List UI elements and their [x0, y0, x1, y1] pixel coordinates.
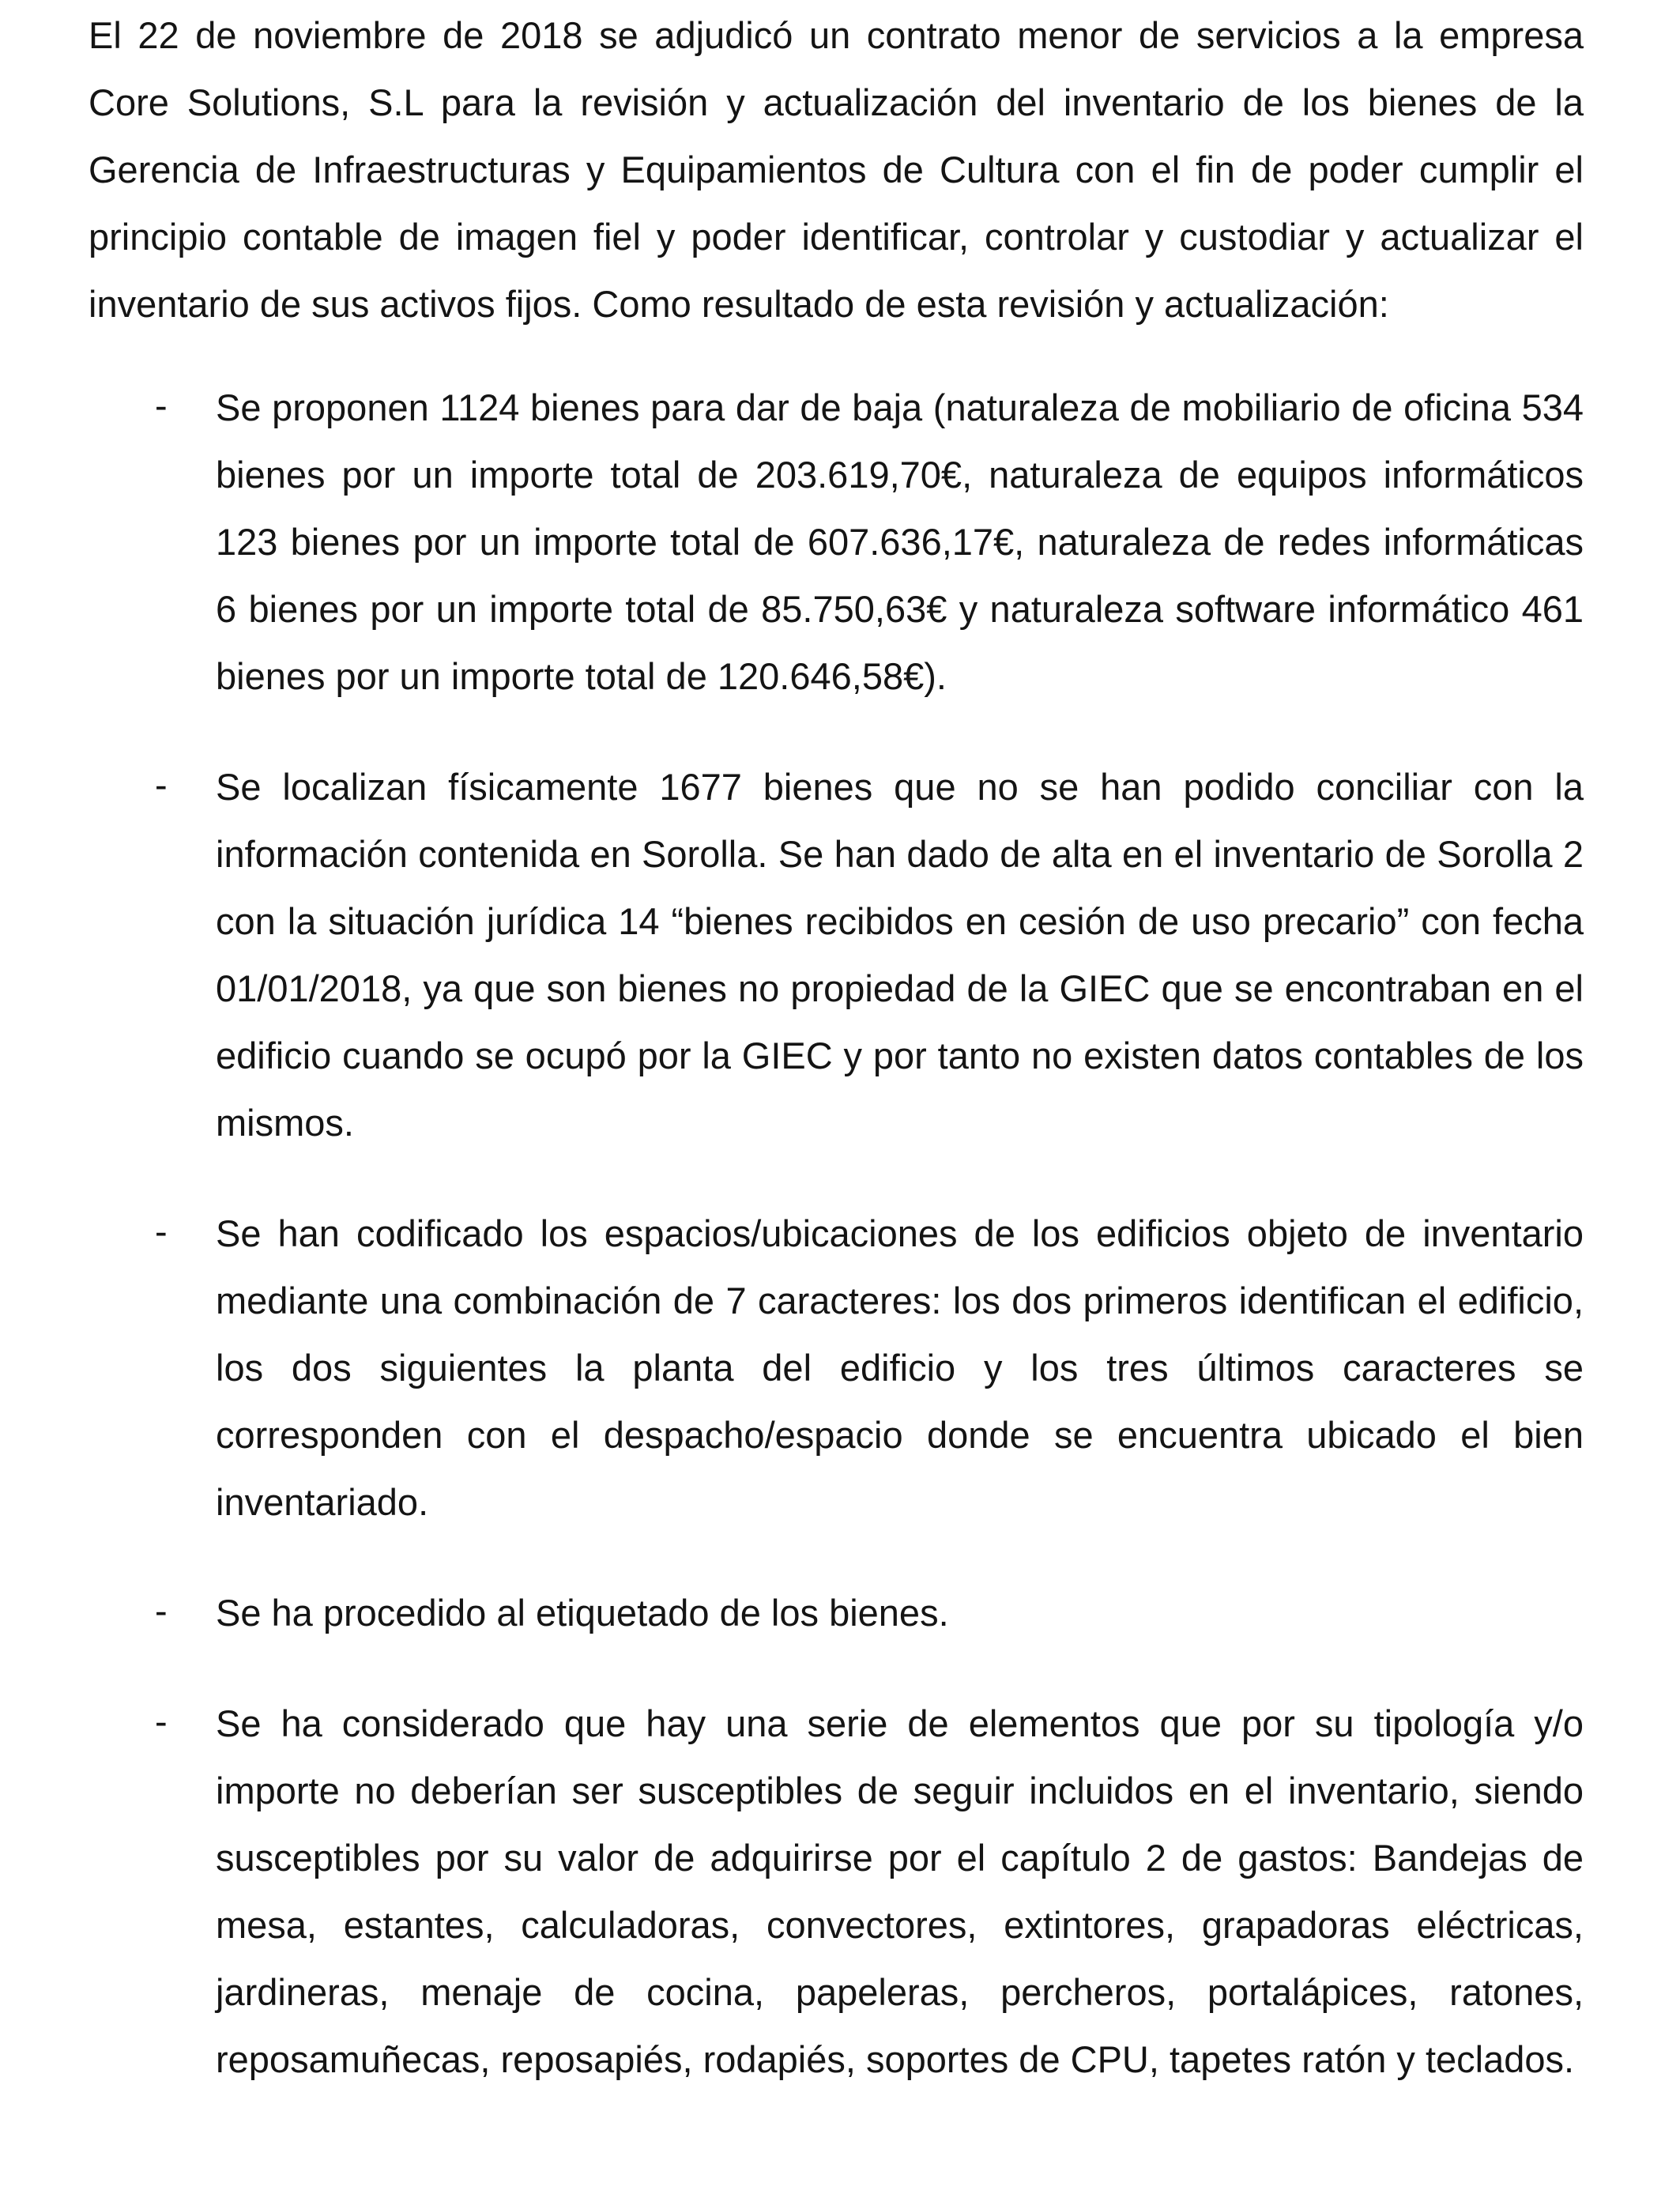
list-item	[89, 1690, 1584, 2093]
list-item-text: Se ha considerado que hay una serie de elementos que por su tipología y/o importe no deberían ser susceptibles de seguir incluidos en el inventario, siendo susceptibles por su valor de adquirirse por el capítulo 2 de gastos: Bandejas de mesa, estantes, calculadoras, convectores, extintores, grapadoras eléctricas, jardineras, menaje de cocina, papeleras, percheros, portalápices, ratones, reposamuñecas, reposapiés, rodapiés, soportes de CPU, tapetes ratón y teclados.	[216, 1702, 1584, 2080]
bullet-dash: -	[155, 1700, 168, 1742]
bullet-dash: -	[155, 1210, 168, 1252]
list-item-text: Se localizan físicamente 1677 bienes que no se han podido conciliar con la información contenida en Sorolla. Se han dado de alta en el inventario de Sorolla 2 con la situación jurídica 14 “bienes recibidos en cesión de uso precario” con fecha 01/01/2018, ya que son bienes no propiedad de la GIEC que se encontraban en el edificio cuando se ocupó por la GIEC y por tanto no existen datos contables de los mismos.	[216, 766, 1584, 1144]
bullet-dash: -	[155, 384, 168, 426]
bullet-dash: -	[155, 763, 168, 805]
list-item-text: Se ha procedido al etiquetado de los bienes.	[216, 1592, 949, 1634]
list-item	[89, 1200, 1584, 1536]
bullet-list	[89, 374, 1584, 2093]
list-item-text: Se han codificado los espacios/ubicaciones de los edificios objeto de inventario mediante una combinación de 7 caracteres: los dos primeros identifican el edificio, los dos siguientes la planta del edificio y los tres últimos caracteres se corresponden con el despacho/espacio donde se encuentra ubicado el bien inventariado.	[216, 1212, 1584, 1523]
document-page	[89, 0, 1584, 2136]
list-item	[89, 753, 1584, 1156]
list-item	[89, 1579, 1584, 1646]
intro-paragraph: El 22 de noviembre de 2018 se adjudicó un contrato menor de servicios a la empresa Core Solutions, S.L para la revisión y actualización del inventario de los bienes de la Gerencia de Infraestructuras y Equipamientos de Cultura con el fin de poder cumplir el principio contable de imagen fiel y poder identificar, controlar y custodiar y actualizar el inventario de sus activos fijos. Como resultado de esta revisión y actualización:	[89, 14, 1584, 325]
bullet-dash: -	[155, 1589, 168, 1631]
list-item-text: Se proponen 1124 bienes para dar de baja (naturaleza de mobiliario de oficina 534 bienes por un importe total de 203.619,70€, naturaleza de equipos informáticos 123 bienes por un importe total de 607.636,17€, naturaleza de redes informáticas 6 bienes por un importe total de 85.750,63€ y naturaleza software informático 461 bienes por un importe total de 120.646,58€).	[216, 386, 1584, 697]
list-item	[89, 374, 1584, 710]
